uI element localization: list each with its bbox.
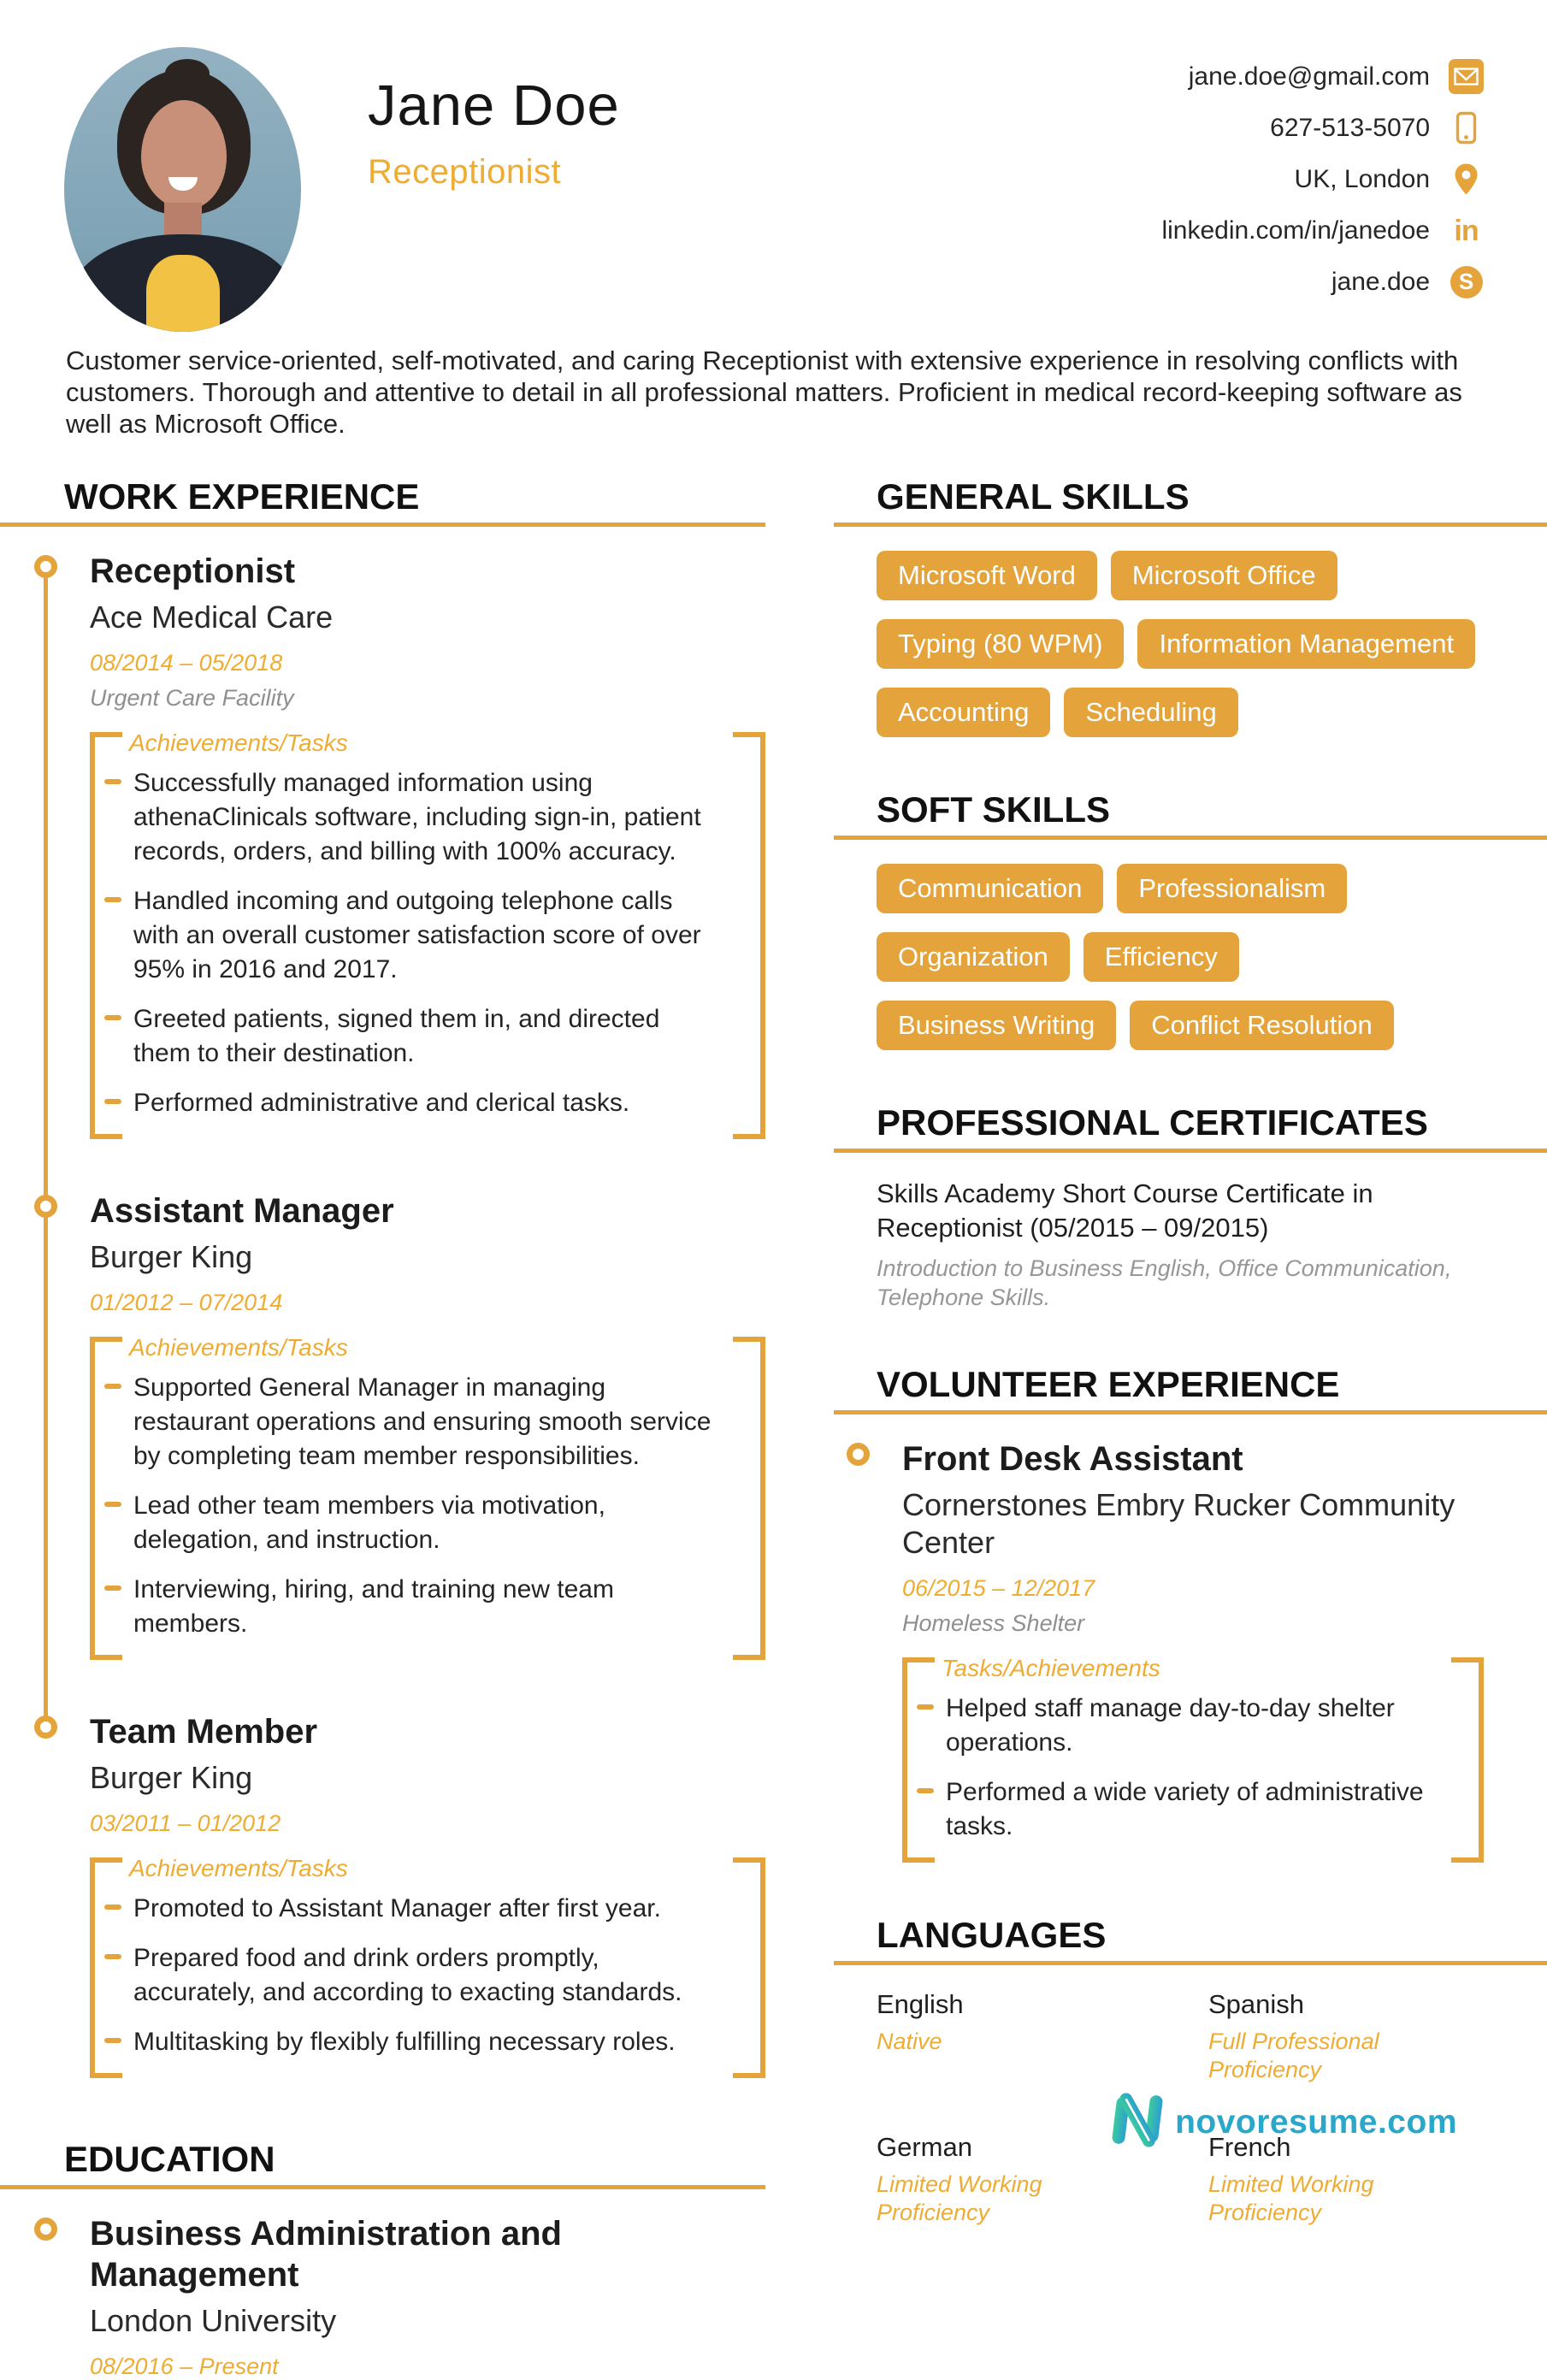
section-header-education: [64, 2141, 765, 2177]
section-rule: [834, 1149, 1547, 1153]
language-name: English: [877, 1989, 964, 2019]
general-skills-section: [877, 476, 1484, 737]
timeline-dot: [34, 2218, 57, 2241]
language-name: French: [1208, 2132, 1291, 2162]
certificates-section: [877, 1102, 1484, 1312]
dash-bullet-icon: [104, 1905, 121, 1910]
education-school: London University: [90, 2303, 337, 2338]
section-rule: [834, 836, 1547, 840]
section-rule: [0, 2185, 765, 2189]
task-item: Multitasking by flexibly fulfilling necessary roles.: [104, 2025, 723, 2059]
section-rule: [834, 1961, 1547, 1965]
dash-bullet-icon: [104, 1954, 121, 1959]
certificates-heading: PROFESSIONAL CERTIFICATES: [877, 1102, 1428, 1143]
timeline-dot: [847, 1443, 870, 1466]
entry-tasks: [90, 1851, 765, 2078]
section-header-languages: [877, 1917, 1484, 1953]
dash-bullet-icon: [917, 1704, 934, 1710]
volunteer-section: [877, 1364, 1484, 1863]
soft-skills-section: [877, 789, 1484, 1050]
soft-skills-heading: SOFT SKILLS: [877, 789, 1110, 830]
novoresume-n-icon: [1110, 2091, 1165, 2153]
entry-tasks: [902, 1651, 1484, 1863]
avatar-shirt: [146, 255, 220, 332]
contact-phone-value: 627-513-5070: [1270, 113, 1430, 142]
entry-title: Assistant Manager: [90, 1192, 394, 1230]
entry-tasks: [90, 1330, 765, 1660]
dash-bullet-icon: [104, 2038, 121, 2043]
skill-tag: Conflict Resolution: [1130, 1001, 1393, 1050]
entry-industry: Urgent Care Facility: [90, 685, 294, 711]
tasks-label: Achievements/Tasks: [129, 1855, 348, 1881]
tasks-label: Achievements/Tasks: [129, 729, 348, 756]
tasks-label: Tasks/Achievements: [942, 1655, 1160, 1681]
right-column: [877, 476, 1484, 2282]
skill-tag: Scheduling: [1064, 688, 1237, 737]
skill-tag: Organization: [877, 932, 1070, 982]
general-skills-tags: [877, 551, 1484, 737]
contact-linkedin-value: linkedin.com/in/janedoe: [1161, 216, 1430, 245]
contact-email-value: jane.doe@gmail.com: [1188, 62, 1430, 91]
education-degree: Business Administration and Management: [90, 2215, 562, 2294]
skill-tag: Business Writing: [877, 1001, 1116, 1050]
certificate-title: Skills Academy Short Course Certificate in Receptionist (05/2015 – 09/2015): [877, 1178, 1373, 1243]
contact-location: [1161, 162, 1484, 197]
contact-email[interactable]: [1161, 59, 1484, 94]
volunteer-entry: [902, 1438, 1484, 1863]
entry-company: Burger King: [90, 1760, 253, 1795]
tasks-list: [104, 1371, 723, 1641]
dash-bullet-icon: [104, 897, 121, 902]
language-name: German: [877, 2132, 972, 2162]
language-level: Limited Working Proficiency: [877, 2171, 1042, 2225]
skype-icon: S: [1449, 264, 1484, 299]
work-entry-receptionist: [90, 551, 765, 1139]
section-header-general-skills: [877, 476, 1484, 517]
entry-date: 08/2014 – 05/2018: [90, 650, 283, 676]
contact-skype[interactable]: [1161, 264, 1484, 299]
left-column: [64, 476, 765, 2380]
dash-bullet-icon: [104, 1099, 121, 1104]
language-level: Limited Working Proficiency: [1208, 2171, 1374, 2225]
timeline-dot: [34, 555, 57, 578]
task-item: Performed a wide variety of administrative tasks.: [917, 1775, 1441, 1844]
location-icon: [1449, 162, 1484, 197]
skill-tag: Accounting: [877, 688, 1050, 737]
skill-tag: Typing (80 WPM): [877, 619, 1124, 669]
entry-company: Ace Medical Care: [90, 599, 334, 635]
section-rule: [834, 523, 1547, 527]
avatar: [64, 47, 301, 332]
person-job-title: Receptionist: [368, 153, 562, 192]
work-experience-heading: WORK EXPERIENCE: [64, 476, 420, 517]
task-item: Successfully managed information using athenaClinicals software, including sign-in, patient records, orders, and billing with 100% accuracy.: [104, 766, 723, 869]
tasks-label: Achievements/Tasks: [129, 1334, 348, 1361]
timeline-dot: [34, 1716, 57, 1739]
skill-tag: Information Management: [1137, 619, 1475, 669]
section-rule: [0, 523, 765, 527]
section-header-certificates: [877, 1102, 1484, 1143]
linkedin-icon: in: [1454, 214, 1479, 247]
section-header-volunteer: [877, 1364, 1484, 1404]
phone-icon: [1449, 110, 1484, 145]
avatar-face: [141, 100, 227, 210]
tasks-list: [104, 1892, 723, 2059]
work-entry-team-member: [90, 1711, 765, 2078]
dash-bullet-icon: [104, 1384, 121, 1389]
education-date: 08/2016 – Present: [90, 2353, 279, 2379]
tasks-list: [104, 766, 723, 1120]
language-level: Full Professional Proficiency: [1208, 2029, 1379, 2082]
language-name: Spanish: [1208, 1989, 1305, 2019]
volunteer-heading: VOLUNTEER EXPERIENCE: [877, 1364, 1340, 1404]
work-entry-assistant-manager: [90, 1190, 765, 1660]
section-header-work-experience: [64, 476, 765, 517]
entry-title: Front Desk Assistant: [902, 1440, 1243, 1478]
language-item: [1208, 1989, 1484, 2084]
languages-section: [877, 1917, 1484, 2227]
language-level: Native: [877, 2029, 942, 2054]
dash-bullet-icon: [104, 1015, 121, 1020]
skill-tag: Professionalism: [1117, 864, 1347, 913]
entry-company: Cornerstones Embry Rucker Community Center: [902, 1487, 1455, 1560]
contact-location-value: UK, London: [1294, 164, 1430, 193]
dash-bullet-icon: [917, 1788, 934, 1793]
task-item: Promoted to Assistant Manager after first year.: [104, 1892, 723, 1926]
skill-tag: Microsoft Office: [1111, 551, 1337, 600]
contact-skype-value: jane.doe: [1331, 267, 1430, 296]
entry-date: 06/2015 – 12/2017: [902, 1575, 1095, 1601]
task-item: Supported General Manager in managing restaurant operations and ensuring smooth service by completing team member responsibilities.: [104, 1371, 723, 1473]
education-entry: [90, 2213, 765, 2380]
task-item: Lead other team members via motivation, delegation, and instruction.: [104, 1489, 723, 1557]
education-heading: EDUCATION: [64, 2139, 275, 2179]
task-item: Helped staff manage day-to-day shelter operations.: [917, 1692, 1441, 1760]
section-header-soft-skills: [877, 789, 1484, 830]
summary-text: Customer service-oriented, self-motivated, and caring Receptionist with extensive experience in resolving conflicts with customers. Thorough and attentive to detail in all professional matters. Proficient in medical record-keeping software as well as Microsoft Office.: [66, 345, 1462, 439]
languages-heading: LANGUAGES: [877, 1915, 1107, 1955]
work-timeline: [64, 551, 765, 2078]
entry-date: 03/2011 – 01/2012: [90, 1810, 281, 1836]
soft-skills-tags: [877, 864, 1484, 1050]
section-rule: [834, 1410, 1547, 1414]
task-item: Interviewing, hiring, and training new team members.: [104, 1573, 723, 1641]
certificate-subtitle: Introduction to Business English, Office Communication, Telephone Skills.: [877, 1255, 1452, 1310]
entry-company: Burger King: [90, 1239, 253, 1274]
task-item: Prepared food and drink orders promptly, accurately, and according to exacting standards.: [104, 1941, 723, 2010]
dash-bullet-icon: [104, 779, 121, 784]
task-item: Performed administrative and clerical tasks.: [104, 1086, 723, 1120]
entry-tasks: [90, 725, 765, 1139]
person-name: Jane Doe: [368, 74, 620, 138]
skill-tag: Efficiency: [1083, 932, 1239, 982]
novoresume-brand-text: novoresume.com: [1175, 2103, 1457, 2141]
entry-title: Team Member: [90, 1713, 318, 1751]
header: [0, 0, 1547, 332]
dash-bullet-icon: [104, 1502, 121, 1507]
email-icon: [1449, 59, 1484, 94]
skill-tag: Microsoft Word: [877, 551, 1097, 600]
language-item: [877, 1989, 1208, 2084]
entry-date: 01/2012 – 07/2014: [90, 1290, 283, 1315]
tasks-list: [917, 1692, 1441, 1844]
timeline-dot: [34, 1195, 57, 1218]
general-skills-heading: GENERAL SKILLS: [877, 476, 1190, 517]
novoresume-logo[interactable]: [1110, 2091, 1457, 2153]
contact-linkedin[interactable]: [1161, 213, 1484, 248]
avatar-hair-bun: [165, 59, 210, 88]
skill-tag: Communication: [877, 864, 1103, 913]
contact-phone[interactable]: [1161, 110, 1484, 145]
dash-bullet-icon: [104, 1586, 121, 1591]
entry-title: Receptionist: [90, 552, 296, 590]
task-item: Handled incoming and outgoing telephone calls with an overall customer satisfaction score of over 95% in 2016 and 2017.: [104, 884, 723, 987]
contact-block: [1161, 47, 1484, 299]
task-item: Greeted patients, signed them in, and directed them to their destination.: [104, 1002, 723, 1071]
entry-industry: Homeless Shelter: [902, 1610, 1085, 1636]
